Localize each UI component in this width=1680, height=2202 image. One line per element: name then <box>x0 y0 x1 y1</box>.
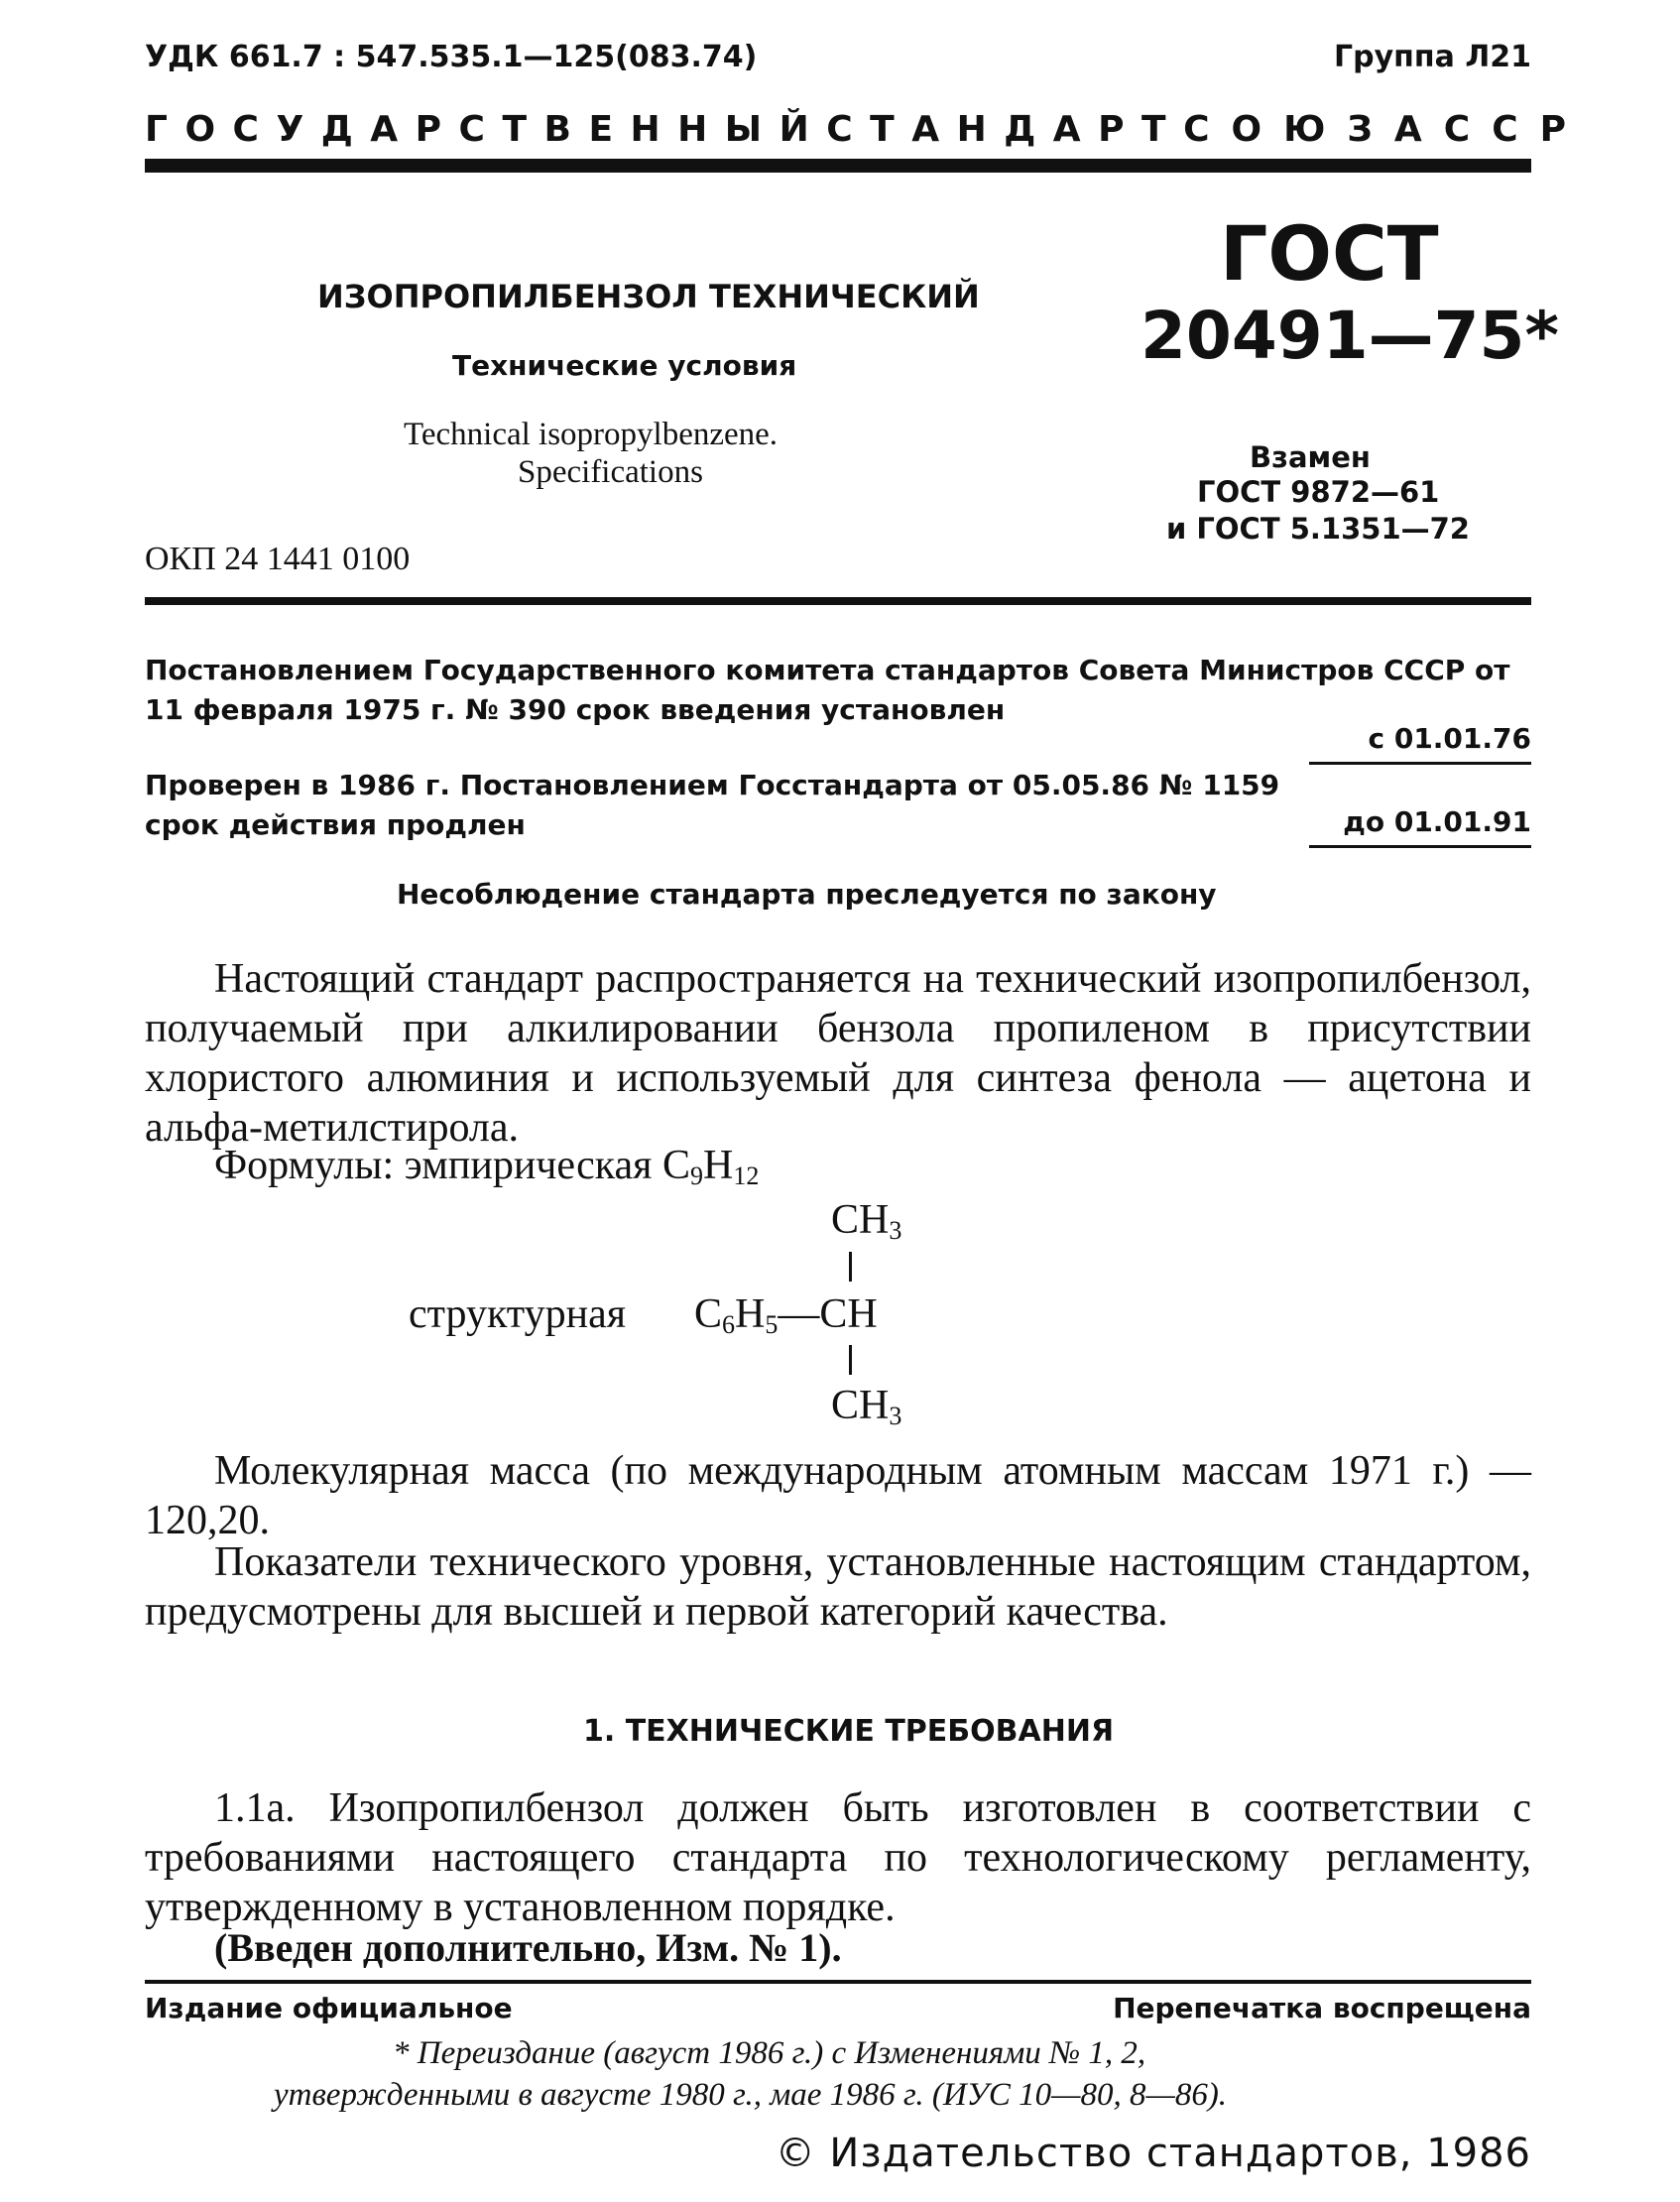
english-title-line1: Technical isopropylbenzene. <box>404 417 779 452</box>
ch3-top-text: CH <box>831 1197 890 1243</box>
empirical-c-subscript: 9 <box>690 1162 703 1190</box>
structural-formula <box>694 1289 878 1350</box>
structural-label: структурная <box>409 1291 627 1337</box>
copyright: © Издательство стандартов, 1986 <box>775 2131 1531 2176</box>
replaces-standard-2: и ГОСТ 5.1351—72 <box>1166 512 1470 546</box>
bond-top <box>849 1252 852 1282</box>
empirical-formula <box>214 1141 759 1201</box>
clause-1-1a: 1.1а. Изопропилбензол должен быть изготовлен в соответствии с требованиями настоящего стандарта по технологическому регламенту, утвержденному в установленном порядке. <box>145 1785 1531 1930</box>
checked-text: Проверен в 1986 г. Постановлением Госстандарта от 05.05.86 № 1159 срок действия продлен <box>145 769 1280 841</box>
banner-word-1: ГОСУДАРСТВЕННЫЙ <box>145 109 827 150</box>
structural-ch: —CH <box>778 1291 878 1337</box>
decree-text: Постановлением Государственного комитета стандартов Совета Министров СССР от 11 февраля 1975 г. № 390 срок введения установлен <box>145 654 1510 726</box>
introduced-note: (Введен дополнительно, Изм. № 1). <box>214 1925 842 1970</box>
no-reprint-notice: Перепечатка воспрещена <box>1113 1992 1531 2024</box>
header-divider <box>145 159 1531 173</box>
ch3-bottom <box>831 1381 901 1441</box>
title-divider <box>145 597 1531 605</box>
ch3-top-subscript: 3 <box>889 1216 902 1245</box>
bond-bottom <box>849 1345 852 1375</box>
group-code: Группа Л21 <box>1334 40 1531 74</box>
empirical-formula-label: Формулы: эмпирическая C <box>214 1143 690 1188</box>
banner-word-3: СОЮЗА <box>1183 109 1444 150</box>
structural-c: C <box>694 1291 723 1337</box>
udk-code: УДК 661.7 : 547.535.1—125(083.74) <box>145 40 758 74</box>
molecular-mass: Молекулярная масса (по международным атомным массам 1971 г.) — 120,20. <box>145 1448 1531 1543</box>
empirical-h-subscript: 12 <box>733 1162 760 1190</box>
gost-label: ГОСТ <box>1220 209 1439 298</box>
extended-date: до 01.01.91 <box>1343 805 1531 838</box>
effective-date-underline <box>1309 762 1531 765</box>
replaces-standard-1: ГОСТ 9872—61 <box>1197 475 1440 509</box>
okp-code: ОКП 24 1441 0100 <box>145 541 411 577</box>
english-title-line2: Specifications <box>518 454 703 490</box>
replaces-label: Взамен <box>1250 440 1371 474</box>
structural-c-subscript: 6 <box>722 1310 736 1339</box>
quality-levels: Показатели технического уровня, установленные настоящим стандартом, предусмотрены для высшей и первой категорий качества. <box>145 1539 1531 1635</box>
footer-divider <box>145 1980 1531 1984</box>
product-title: ИЗОПРОПИЛБЕНЗОЛ ТЕХНИЧЕСКИЙ <box>317 278 980 315</box>
ch3-bottom-subscript: 3 <box>889 1402 902 1430</box>
empirical-h: H <box>703 1143 734 1188</box>
banner-word-2: СТАНДАРТ <box>826 109 1184 150</box>
reissue-note-line1: * Переиздание (август 1986 г.) с Изменениями № 1, 2, <box>393 2035 1146 2071</box>
structural-h-subscript: 5 <box>765 1310 779 1339</box>
gost-number: 20491—75* <box>1140 298 1559 374</box>
effective-date: с 01.01.76 <box>1368 722 1531 755</box>
ch3-top <box>831 1195 901 1256</box>
scope-paragraph: Настоящий стандарт распространяется на технический изопропилбензол, получаемый при алкилировании бензола пропиленом в присутствии хлористого алюминия и используемый для синтеза фенола — ацетона и альфа-метилстирола. <box>145 956 1531 1151</box>
reissue-note-line2: утвержденными в августе 1980 г., мае 1986 г. (ИУС 10—80, 8—86). <box>274 2077 1228 2113</box>
banner-word-4: ССР <box>1443 109 1589 150</box>
penalty-notice: Несоблюдение стандарта преследуется по закону <box>397 878 1217 911</box>
official-edition: Издание официальное <box>145 1992 513 2024</box>
section-heading: 1. ТЕХНИЧЕСКИЕ ТРЕБОВАНИЯ <box>583 1714 1115 1749</box>
extended-date-underline <box>1309 845 1531 848</box>
ch3-bottom-text: CH <box>831 1383 890 1428</box>
state-standard-banner <box>145 109 1589 155</box>
structural-h: H <box>735 1291 766 1337</box>
product-subtitle: Технические условия <box>452 349 797 382</box>
